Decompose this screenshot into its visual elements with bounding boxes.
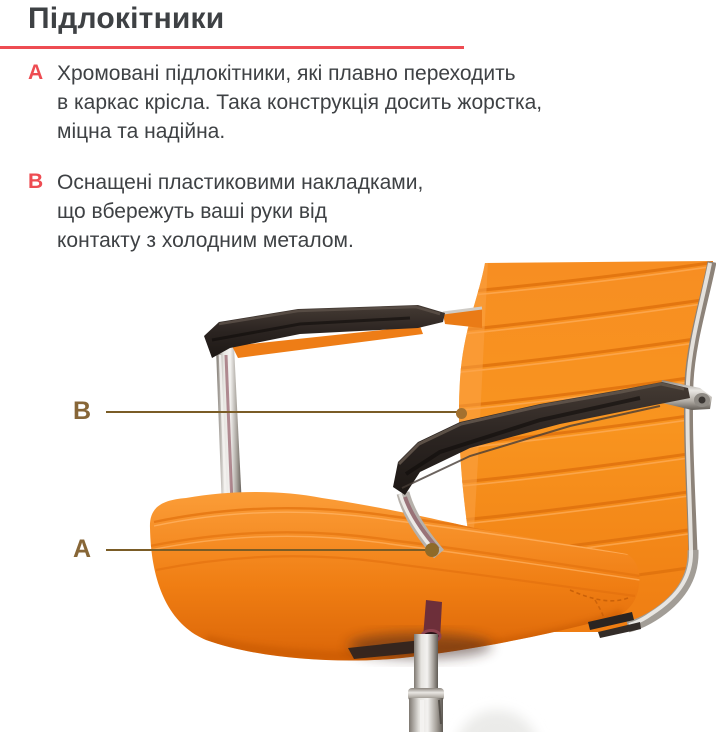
chair-photo — [140, 260, 716, 732]
feature-a-line-3: міцна та надійна. — [57, 120, 226, 143]
left-armrest — [204, 305, 482, 510]
chair-illustration — [140, 260, 716, 732]
feature-a-line-2: в каркас крісла. Така конструкція досить жорстка, — [57, 91, 543, 114]
chair-base-blur — [455, 710, 539, 732]
callout-b-label: B — [73, 397, 92, 425]
feature-b-line-2: що вбережуть ваші руки від — [57, 200, 327, 223]
feature-text-a — [57, 59, 657, 146]
callout-b-line — [106, 411, 458, 413]
callout-a-dot — [425, 543, 439, 557]
page-title: Підлокітники — [28, 2, 225, 35]
callout-b-dot — [456, 408, 467, 419]
title-underline — [0, 46, 464, 49]
feature-text-b — [57, 168, 657, 255]
callout-a-label: A — [73, 535, 92, 563]
feature-label-b: B — [28, 170, 44, 193]
callout-a-line — [106, 549, 429, 551]
feature-b-line-1: Оснащені пластиковими накладками, — [57, 171, 424, 194]
feature-label-a: A — [28, 61, 44, 84]
feature-b-line-3: контакту з холодним металом. — [57, 229, 354, 252]
feature-a-line-1: Хромовані підлокітники, які плавно переходить — [57, 62, 516, 85]
